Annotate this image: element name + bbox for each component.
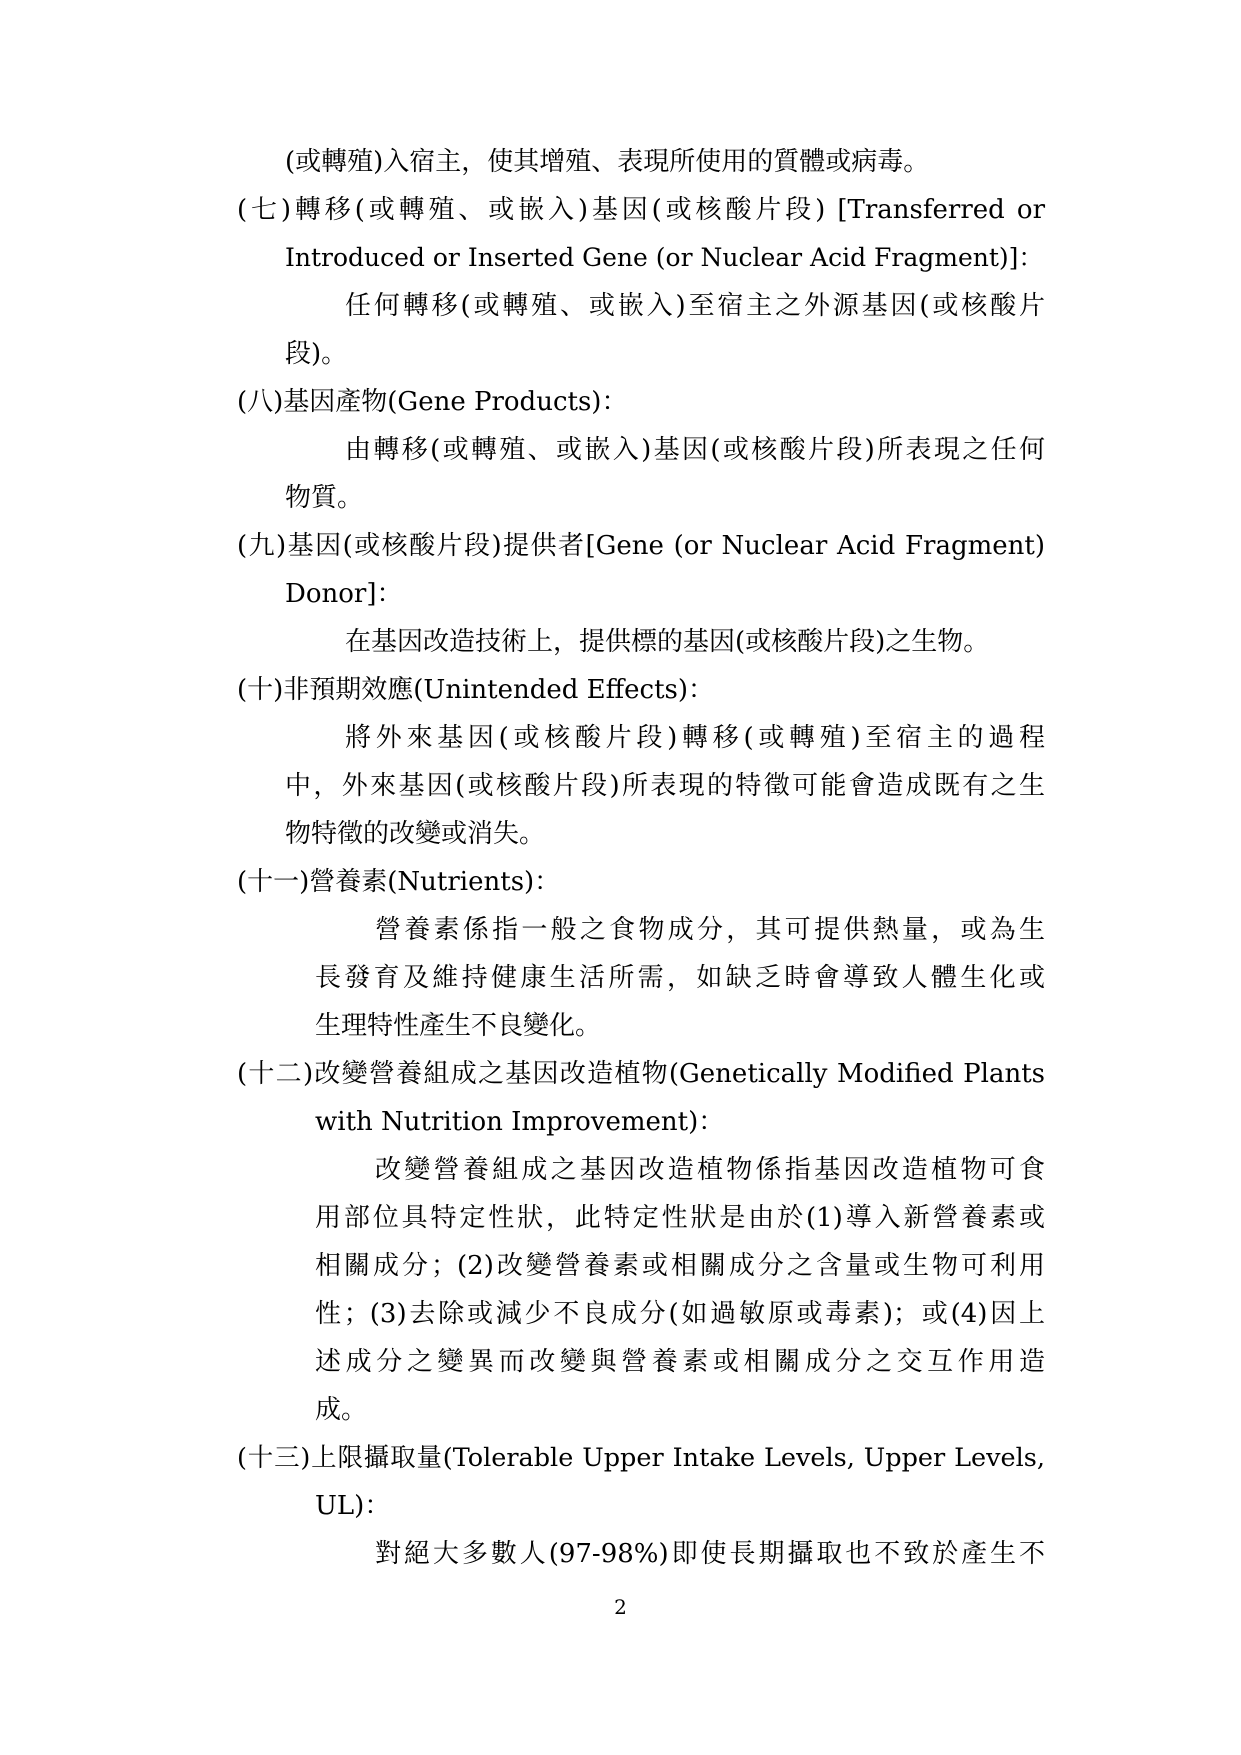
text-line: UL)： [315,1491,391,1521]
page-number: 2 [614,1595,627,1619]
text-line: (七)轉移(或轉殖、或嵌入)基因(或核酸片段) [Transferred or [237,195,1045,225]
text-line: 物特徵的改變或消失。 [285,819,546,849]
text-line: 將外來基因(或核酸片段)轉移(或轉殖)至宿主的過程 [345,723,1045,753]
text-line: 對絕大多數人(97-98%)即使長期攝取也不致於產生不 [375,1539,1045,1569]
text-line: (八)基因產物(Gene Products)： [237,387,628,417]
text-line: (或轉殖)入宿主，使其增殖、表現所使用的質體或病毒。 [285,147,930,177]
text-line: (九)基因(或核酸片段)提供者[Gene (or Nuclear Acid Fragment) [237,531,1045,561]
text-line: 任何轉移(或轉殖、或嵌入)至宿主之外源基因(或核酸片 [345,291,1045,321]
text-line: 用部位具特定性狀，此特定性狀是由於(1)導入新營養素或 [315,1203,1045,1233]
text-line: (十一)營養素(Nutrients)： [237,867,561,897]
text-line: 在基因改造技術上，提供標的基因(或核酸片段)之生物。 [345,627,990,657]
text-line: Introduced or Inserted Gene (or Nuclear Acid Fragment)]： [285,243,1044,272]
text-line: (十三)上限攝取量(Tolerable Upper Intake Levels, Upper Levels, [237,1443,1045,1473]
text-line: with Nutrition Improvement)： [315,1107,725,1137]
text-line: (十)非預期效應(Unintended Effects)： [237,675,715,705]
text-line: 營養素係指一般之食物成分，其可提供熱量，或為生 [375,915,1045,945]
text-line: 成。 [315,1395,368,1425]
text-line: 改變營養組成之基因改造植物係指基因改造植物可食 [375,1155,1045,1185]
text-line: 由轉移(或轉殖、或嵌入)基因(或核酸片段)所表現之任何 [345,435,1045,465]
text-line: 段)。 [285,339,348,369]
text-line: 中，外來基因(或核酸片段)所表現的特徵可能會造成既有之生 [285,771,1045,801]
text-line: 長發育及維持健康生活所需，如缺乏時會導致人體生化或 [315,963,1045,993]
text-line: 相關成分；(2)改變營養素或相關成分之含量或生物可利用 [315,1251,1045,1281]
text-line: 物質。 [285,483,364,513]
text-line: 生理特性產生不良變化。 [315,1011,602,1041]
text-line: 述成分之變異而改變與營養素或相關成分之交互作用造 [315,1347,1045,1377]
text-line: (十二)改變營養組成之基因改造植物(Genetically Modified Plants [237,1059,1045,1089]
text-line: 性；(3)去除或減少不良成分(如過敏原或毒素)；或(4)因上 [315,1299,1045,1329]
text-line: Donor]： [285,579,403,609]
